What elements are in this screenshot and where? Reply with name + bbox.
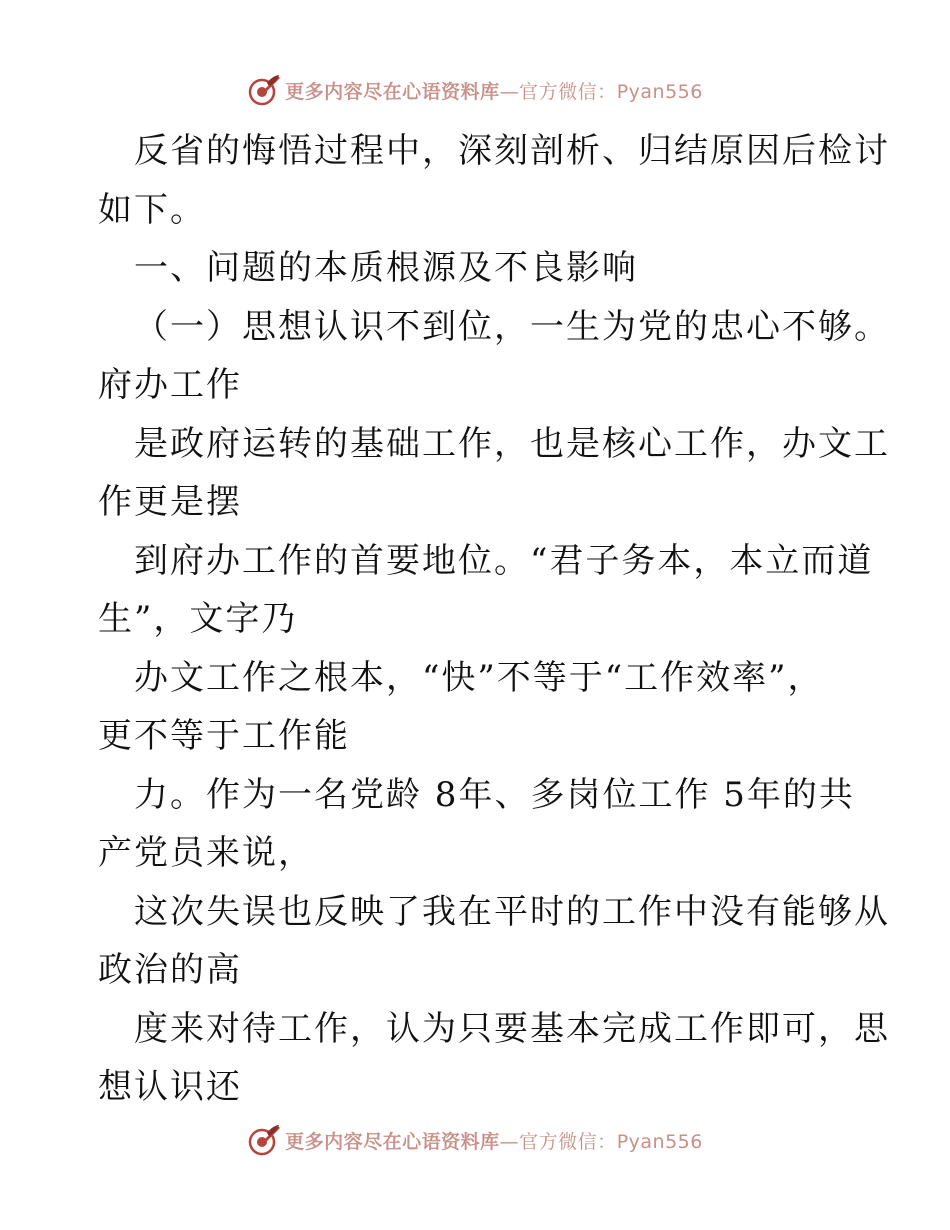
header-banner (0, 70, 950, 110)
body-line: 度来对待工作，认为只要基本完成工作即可，思 (134, 1008, 890, 1049)
body-line: 到府办工作的首要地位。“君子务本，本立而道 (134, 540, 874, 581)
footer-dash: — (499, 1130, 520, 1153)
body-line: 力。作为一名党龄 8年、多岗位工作 5年的共 (134, 774, 855, 815)
footer-wechat-label: 官方微信： (519, 1130, 617, 1153)
body-line: 如下。 (98, 189, 206, 230)
header-wechat-id: Pyan556 (616, 80, 703, 103)
body-line: 办文工作之根本，“快”不等于“工作效率”， (134, 657, 824, 698)
body-line: 这次失误也反映了我在平时的工作中没有能够从 (134, 891, 890, 932)
body-line: 生”，文字乃 (98, 599, 298, 639)
body-line: 作更是摆 (98, 482, 242, 522)
header-dash: — (499, 80, 520, 103)
header-site-name: 更多内容尽在心语资料库 (285, 80, 500, 103)
body-line: 府办工作 (98, 365, 242, 405)
header-wechat-label: 官方微信： (519, 80, 617, 103)
footer-banner-text (285, 1127, 703, 1154)
body-line: 政治的高 (98, 950, 242, 990)
quill-pen-logo-icon (247, 1123, 281, 1157)
body-line: 想认识还 (98, 1067, 242, 1107)
section-heading: 一、问题的本质根源及不良影响 (134, 248, 638, 288)
footer-wechat-id: Pyan556 (616, 1130, 703, 1153)
body-line: 是政府运转的基础工作，也是核心工作，办文工 (134, 423, 890, 464)
footer-banner (0, 1120, 950, 1160)
header-banner-text (285, 77, 703, 104)
document-body (98, 122, 890, 1117)
footer-site-name: 更多内容尽在心语资料库 (285, 1130, 500, 1153)
body-line: 产党员来说， (98, 833, 314, 873)
quill-pen-logo-icon (247, 73, 281, 107)
body-line: 更不等于工作能 (98, 716, 350, 756)
body-line: 反省的悔悟过程中，深刻剖析、归结原因后检讨 (134, 131, 890, 171)
subsection-heading: （一）思想认识不到位，一生为党的忠心不够。 (134, 306, 890, 347)
